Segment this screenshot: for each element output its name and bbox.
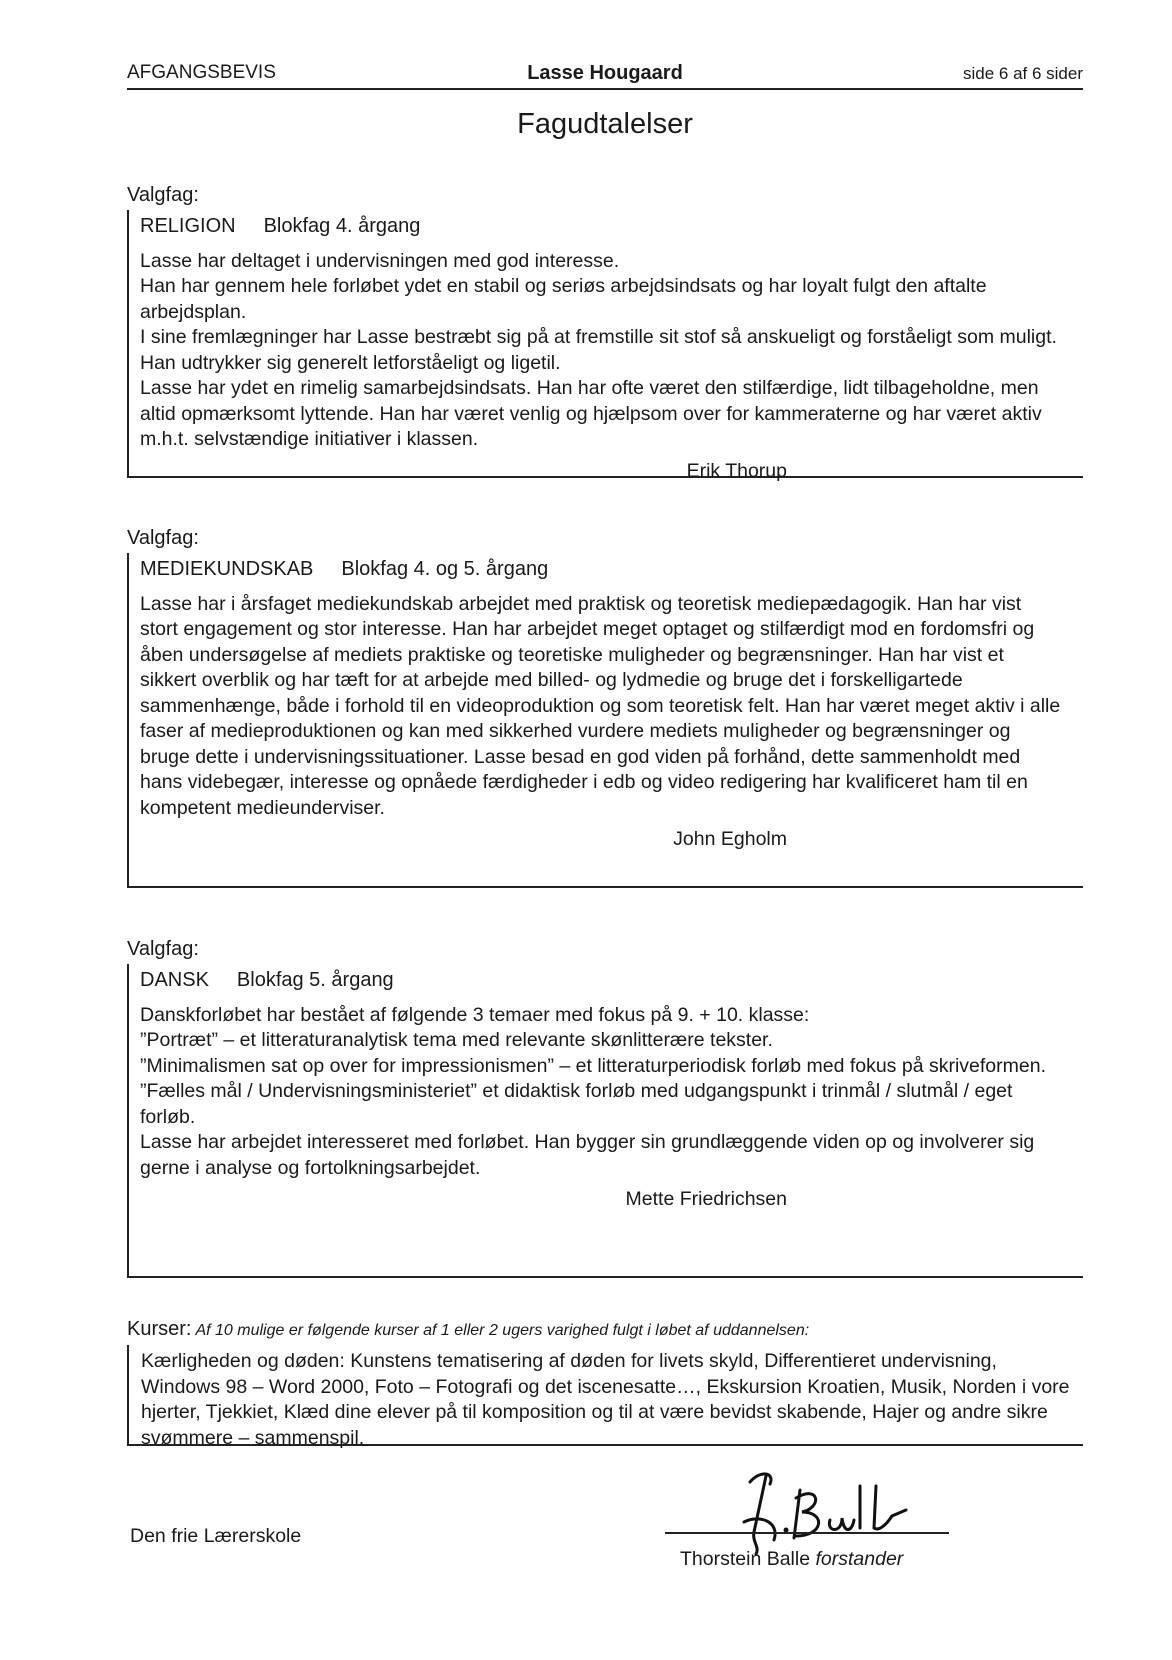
signer-name: Thorstein Balle [680, 1548, 811, 1570]
school-name: Den frie Lærerskole [130, 1525, 302, 1547]
subject-name: RELIGION [140, 215, 236, 237]
courses-label: Kurser: [127, 1318, 192, 1340]
assessment-paragraph: Danskforløbet har bestået af følgende 3 temaer med fokus på 9. + 10. klasse: [140, 1003, 810, 1026]
assessment-box-mediekundskab [127, 553, 1083, 888]
teacher-signature: John Egholm [673, 828, 787, 850]
assessment-paragraph: ”Minimalismen sat op over for impressionismen” – et litteraturperiodisk forløb med fokus på skriveformen. [140, 1054, 1046, 1077]
section-label: Valgfag: [127, 527, 199, 549]
handwritten-signature [730, 1462, 950, 1557]
courses-intro: Af 10 mulige er følgende kurser af 1 eller 2 ugers varighed fulgt i løbet af uddannelsen: [195, 1322, 810, 1339]
courses-heading [127, 1318, 809, 1341]
assessment-paragraph: Lasse har i årsfaget mediekundskab arbejdet med praktisk og teoretisk mediepædagogik. Han har vist stort engagement og stor interesse. Han har arbejdet meget optaget og stilfærdigt mod en fordomsfri og åben undersøgelse af mediets praktiske og teoretiske muligheder og begrænsninger. Han har vist et sikkert overblik og har tæft for at arbejde med billed- og lydmedie og bruge det i forskelligartede sammenhænge, både i forhold til en videoproduktion og som teoretisk felt. Han har været meget aktiv i alle faser af medieproduktionen og kan med sikkerhed vurdere mediets muligheder og begrænsninger og bruge dette i undervisningssituationer. Lasse besad en god viden på forhånd, dette sammenholdt med hans videbegær, interesse og opnåede færdigheder i edb og video redigering har kvalificeret ham til en kompetent medieunderviser. [140, 592, 1061, 819]
subject-level: Blokfag 4. årgang [263, 215, 421, 237]
assessment-paragraph: ”Portræt” – et litteraturanalytisk tema med relevante skønlitterære tekster. [140, 1029, 773, 1051]
section-label: Valgfag: [127, 184, 199, 206]
teacher-signature: Erik Thorup [686, 459, 787, 482]
subject-heading [140, 968, 1063, 994]
teacher-signature: Mette Friedrichsen [625, 1188, 787, 1210]
assessment-paragraph: Han har gennem hele forløbet ydet en stabil og seriøs arbejdsindsats og har loyalt fulgt den aftalte arbejdsplan. [140, 275, 987, 323]
signer [680, 1548, 903, 1571]
assessment-paragraph: Lasse har deltaget i undervisningen med god interesse. [140, 249, 620, 272]
signer-title: forstander [815, 1548, 904, 1570]
subject-heading [140, 557, 1063, 583]
document-type: AFGANGSBEVIS [127, 62, 276, 83]
subject-name: DANSK [140, 969, 209, 991]
courses-box [127, 1345, 1083, 1449]
assessment-paragraph: Lasse har ydet en rimelig samarbejdsindsats. Han har ofte været den stilfærdige, lidt tilbageholdne, men altid opmærksomt lyttende. Han har været venlig og hjælpsom over for kammeraterne og har været aktiv m.h.t. selvstændige initiativer i klassen. [140, 377, 1042, 450]
assessment-box-religion [127, 210, 1083, 482]
page-number: side 6 af 6 sider [962, 64, 1083, 83]
subject-level: Blokfag 4. og 5. årgang [341, 558, 549, 580]
page-title: Fagudtalelser [517, 108, 693, 140]
assessment-box-dansk [127, 964, 1083, 1278]
page-header [127, 60, 1083, 90]
courses-list: Kærligheden og døden: Kunstens tematisering af døden for livets skyld, Differentieret undervisning, Windows 98 – Word 2000, Foto – Fotografi og det iscenesatte…, Ekskursion Kroatien, Musik, Norden i vore hjerter, Tjekkiet, Klæd dine elever på til komposition og til at være bevidst skabende, Hajer og andre sikre svømmere – sammenspil. [141, 1350, 1070, 1449]
student-name: Lasse Hougaard [527, 62, 683, 84]
signature-line [665, 1532, 949, 1534]
assessment-paragraph: ”Fælles mål / Undervisningsministeriet” et didaktisk forløb med udgangspunkt i trinmål / slutmål / eget forløb. [140, 1080, 1013, 1128]
subject-heading [140, 214, 1063, 240]
section-label: Valgfag: [127, 938, 199, 960]
assessment-paragraph: Lasse har arbejdet interesseret med forløbet. Han bygger sin grundlæggende viden op og involverer sig gerne i analyse og fortolkningsarbejdet. [140, 1131, 1035, 1179]
subject-level: Blokfag 5. årgang [236, 969, 394, 991]
subject-name: MEDIEKUNDSKAB [140, 558, 314, 580]
assessment-paragraph: I sine fremlægninger har Lasse bestræbt sig på at fremstille sit stof så anskueligt og forståeligt som muligt. Han udtrykker sig generelt letforståeligt og ligetil. [140, 326, 1057, 374]
